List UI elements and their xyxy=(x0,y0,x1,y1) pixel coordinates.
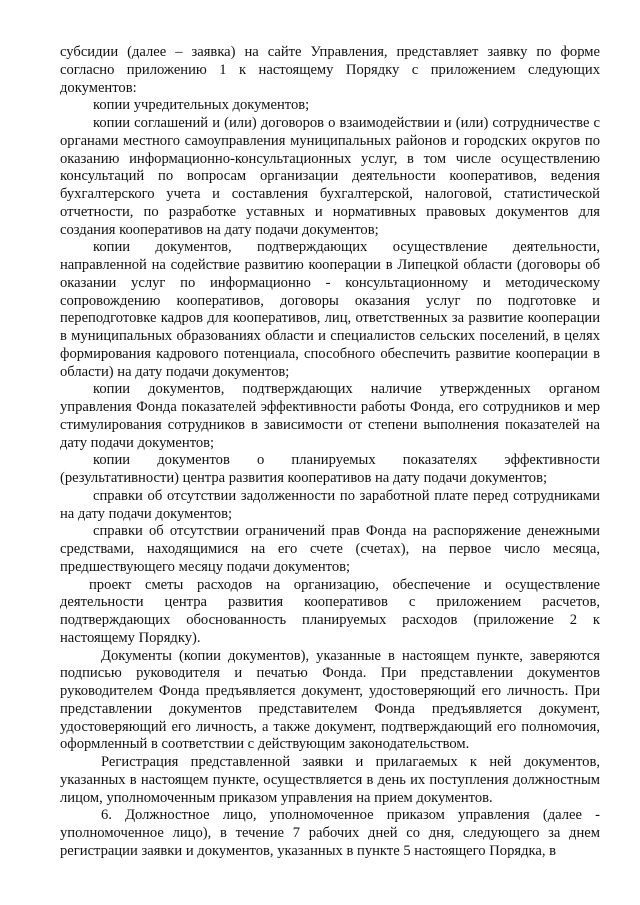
paragraph-cooperation-agreements: копии соглашений и (или) договоров о взаимодействии и (или) сотрудничестве с органами местного самоуправления муниципальных районов и городских округов по оказанию информационно-консультационных услуг, в том числе осуществлению консультаций по вопросам организации деятельности кооперативов, ведения бухгалтерского учета и составления бухгалтерской, налоговой, статистической отчетности, по разработке уставных и нормативных правовых документов для создания кооперативов на дату подачи документов; xyxy=(60,115,600,238)
paragraph-efficiency-indicators: копии документов, подтверждающих наличие утвержденных органом управления Фонда показателей эффективности работы Фонда, его сотрудников и мер стимулирования сотрудников в зависимости от степени выполнения показателей на дату подачи документов; xyxy=(60,381,600,451)
paragraph-planned-indicators: копии документов о планируемых показателях эффективности (результативности) центра развития кооперативов на дату подачи документов; xyxy=(60,452,600,486)
paragraph-application-intro: субсидии (далее – заявка) на сайте Управления, представляет заявку по форме согласно приложению 1 к настоящему Порядку с приложением следующих документов: xyxy=(60,44,600,96)
document-page xyxy=(60,44,600,861)
paragraph-registration: Регистрация представленной заявки и прилагаемых к ней документов, указанных в настоящем пункте, осуществляется в день их поступления должностным лицом, уполномоченным приказом управления на прием документов. xyxy=(60,754,600,806)
paragraph-document-certification: Документы (копии документов), указанные в настоящем пункте, заверяются подписью руководителя и печатью Фонда. При представлении документов руководителем Фонда предъявляется документ, удостоверяющий его личность. При представлении документов представителем Фонда предъявляется документ, удостоверяющий его личность, а также документ, подтверждающий его полномочия, оформленный в соответствии с действующим законодательством. xyxy=(60,647,600,753)
paragraph-cost-estimate: проект сметы расходов на организацию, обеспечение и осуществление деятельности центра развития кооперативов с приложением расчетов, подтверждающих обоснованность планируемых расходов (приложение 2 к настоящему Порядку). xyxy=(60,576,600,646)
paragraph-funds-restriction-certificate: справки об отсутствии ограничений прав Фонда на распоряжение денежными средствами, находящимися на его счете (счетах), на первое число месяца, предшествующего месяцу подачи документов; xyxy=(60,523,600,575)
paragraph-activity-documents: копии документов, подтверждающих осуществление деятельности, направленной на содействие развитию кооперации в Липецкой области (договоры об оказании услуг по информационно - консультационному и методическому сопровождению кооперативов, договоры оказания услуг по подготовке и переподготовке кадров для кооперативов, лиц, ответственных за развитие кооперации в муниципальных образованиях области и специалистов сельских поселений, в целях формирования кадрового потенциала, способного обеспечить развитие кооперации в области) на дату подачи документов; xyxy=(60,239,600,380)
paragraph-founding-documents: копии учредительных документов; xyxy=(93,97,310,114)
paragraph-salary-debt-certificate: справки об отсутствии задолженности по заработной плате перед сотрудниками на дату подачи документов; xyxy=(60,487,600,522)
paragraph-item-6: 6. Должностное лицо, уполномоченное приказом управления (далее - уполномоченное лицо), в течение 7 рабочих дней со дня, следующего за днем регистрации заявки и документов, указанных в пункте 5 настоящего Порядка, в xyxy=(60,807,600,859)
